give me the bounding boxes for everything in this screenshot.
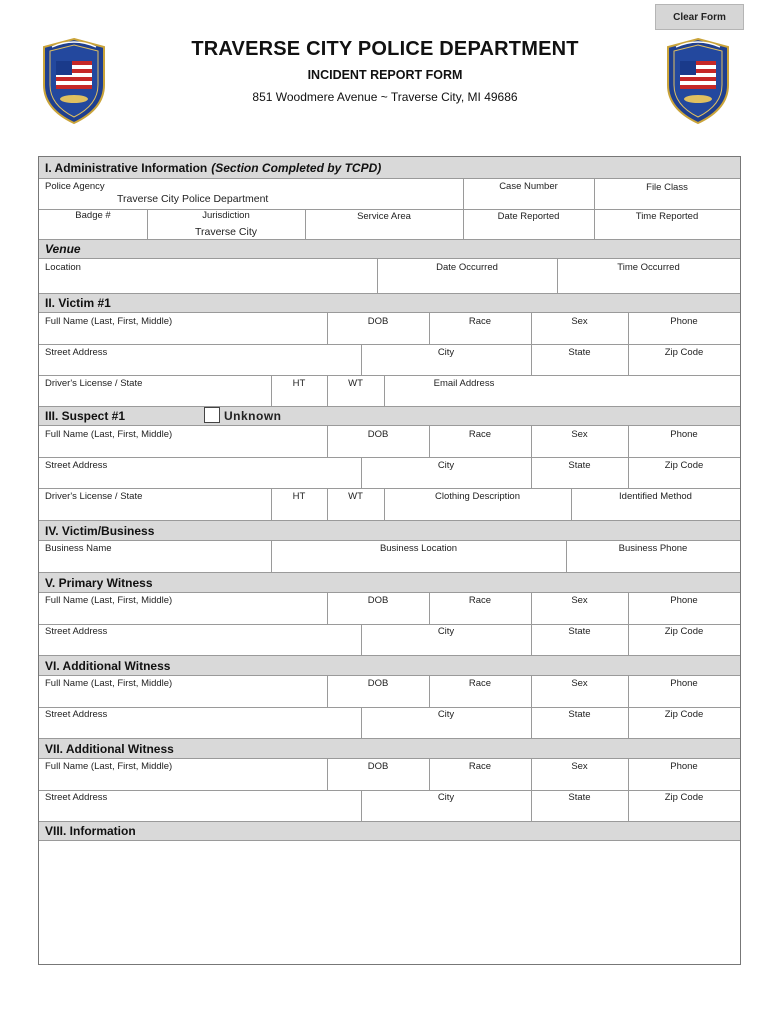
section-witness3-heading: VII. Additional Witness <box>39 738 740 759</box>
form-title: INCIDENT REPORT FORM <box>307 68 463 82</box>
victim-weight-field[interactable]: WT <box>348 378 363 389</box>
suspect-clothing-field[interactable]: Clothing Description <box>434 491 520 502</box>
suspect-race-field[interactable]: Race <box>468 429 492 440</box>
date-reported-field[interactable]: Date Reported <box>497 211 560 222</box>
section-venue-heading: Venue <box>39 239 740 259</box>
witness2-city-field[interactable]: City <box>437 709 455 720</box>
victim-name-field[interactable]: Full Name (Last, First, Middle) <box>45 316 173 327</box>
witness1-race-field[interactable]: Race <box>468 595 492 606</box>
suspect-weight-field[interactable]: WT <box>348 491 363 502</box>
suspect-state-field[interactable]: State <box>568 460 591 471</box>
witness3-name-field[interactable]: Full Name (Last, First, Middle) <box>45 761 173 772</box>
section-primary-witness-heading: V. Primary Witness <box>39 572 740 593</box>
witness2-race-field[interactable]: Race <box>468 678 492 689</box>
case-number-field[interactable]: Case Number <box>499 181 558 192</box>
witness3-phone-field[interactable]: Phone <box>670 761 698 772</box>
witness1-street-field[interactable]: Street Address <box>45 626 108 637</box>
time-reported-field[interactable]: Time Reported <box>635 211 699 222</box>
section-witness2-heading: VI. Additional Witness <box>39 655 740 676</box>
victim-street-field[interactable]: Street Address <box>45 347 108 358</box>
suspect-height-field[interactable]: HT <box>292 491 306 502</box>
business-name-field[interactable]: Business Name <box>45 543 112 554</box>
department-address: 851 Woodmere Avenue ~ Traverse City, MI 49686 <box>252 90 518 104</box>
victim-race-field[interactable]: Race <box>468 316 492 327</box>
jurisdiction-field[interactable]: Traverse City <box>194 226 258 238</box>
witness1-zip-field[interactable]: Zip Code <box>664 626 704 637</box>
victim-state-field[interactable]: State <box>568 347 591 358</box>
witness3-zip-field[interactable]: Zip Code <box>664 792 704 803</box>
witness1-city-field[interactable]: City <box>437 626 455 637</box>
witness1-sex-field[interactable]: Sex <box>571 595 588 606</box>
service-area-field[interactable]: Service Area <box>357 211 411 222</box>
witness3-race-field[interactable]: Race <box>468 761 492 772</box>
police-seal-icon <box>40 37 108 125</box>
suspect-phone-field[interactable]: Phone <box>670 429 698 440</box>
witness2-sex-field[interactable]: Sex <box>571 678 588 689</box>
victim-dob-field[interactable]: DOB <box>367 316 389 327</box>
suspect-city-field[interactable]: City <box>437 460 455 471</box>
witness2-street-field[interactable]: Street Address <box>45 709 108 720</box>
section-information-heading: VIII. Information <box>39 821 740 841</box>
police-agency-label: Police Agency <box>45 181 105 192</box>
victim-height-field[interactable]: HT <box>292 378 306 389</box>
suspect-street-field[interactable]: Street Address <box>45 460 108 471</box>
suspect-name-field[interactable]: Full Name (Last, First, Middle) <box>45 429 173 440</box>
incident-report-form <box>38 156 741 965</box>
police-seal-icon <box>664 37 732 125</box>
suspect-license-field[interactable]: Driver's License / State <box>45 491 143 502</box>
witness1-state-field[interactable]: State <box>568 626 591 637</box>
victim-zip-field[interactable]: Zip Code <box>664 347 704 358</box>
section-admin-heading: I. Administrative Information (Section Completed by TCPD) <box>39 157 740 179</box>
witness1-dob-field[interactable]: DOB <box>367 595 389 606</box>
victim-license-field[interactable]: Driver's License / State <box>45 378 143 389</box>
witness2-zip-field[interactable]: Zip Code <box>664 709 704 720</box>
department-title: TRAVERSE CITY POLICE DEPARTMENT <box>191 38 579 60</box>
victim-sex-field[interactable]: Sex <box>571 316 588 327</box>
witness3-sex-field[interactable]: Sex <box>571 761 588 772</box>
suspect-sex-field[interactable]: Sex <box>571 429 588 440</box>
file-class-field[interactable]: File Class <box>646 182 688 193</box>
witness1-phone-field[interactable]: Phone <box>670 595 698 606</box>
badge-field[interactable]: Badge # <box>75 210 111 221</box>
section-suspect-heading: III. Suspect #1 <box>39 406 740 426</box>
location-field[interactable]: Location <box>45 262 81 273</box>
witness3-state-field[interactable]: State <box>568 792 591 803</box>
witness2-state-field[interactable]: State <box>568 709 591 720</box>
victim-city-field[interactable]: City <box>437 347 455 358</box>
victim-phone-field[interactable]: Phone <box>670 316 698 327</box>
suspect-identified-field[interactable]: Identified Method <box>619 491 692 502</box>
section-victim-heading: II. Victim #1 <box>39 293 740 313</box>
clear-form-button[interactable]: Clear Form <box>655 4 744 30</box>
time-occurred-field[interactable]: Time Occurred <box>617 262 680 273</box>
police-agency-field[interactable]: Traverse City Police Department <box>117 193 269 205</box>
suspect-unknown-label: Unknown <box>224 409 282 423</box>
suspect-zip-field[interactable]: Zip Code <box>664 460 704 471</box>
witness2-phone-field[interactable]: Phone <box>670 678 698 689</box>
suspect-dob-field[interactable]: DOB <box>367 429 389 440</box>
information-textarea[interactable] <box>39 841 740 964</box>
witness3-city-field[interactable]: City <box>437 792 455 803</box>
witness1-name-field[interactable]: Full Name (Last, First, Middle) <box>45 595 173 606</box>
witness2-dob-field[interactable]: DOB <box>367 678 389 689</box>
section-business-heading: IV. Victim/Business <box>39 520 740 541</box>
business-location-field[interactable]: Business Location <box>379 543 458 554</box>
jurisdiction-label: Jurisdiction <box>202 210 250 221</box>
witness2-name-field[interactable]: Full Name (Last, First, Middle) <box>45 678 173 689</box>
suspect-unknown-checkbox[interactable] <box>204 407 220 423</box>
business-phone-field[interactable]: Business Phone <box>618 543 688 554</box>
date-occurred-field[interactable]: Date Occurred <box>436 262 498 273</box>
witness3-dob-field[interactable]: DOB <box>367 761 389 772</box>
victim-email-field[interactable]: Email Address <box>433 378 495 389</box>
witness3-street-field[interactable]: Street Address <box>45 792 108 803</box>
